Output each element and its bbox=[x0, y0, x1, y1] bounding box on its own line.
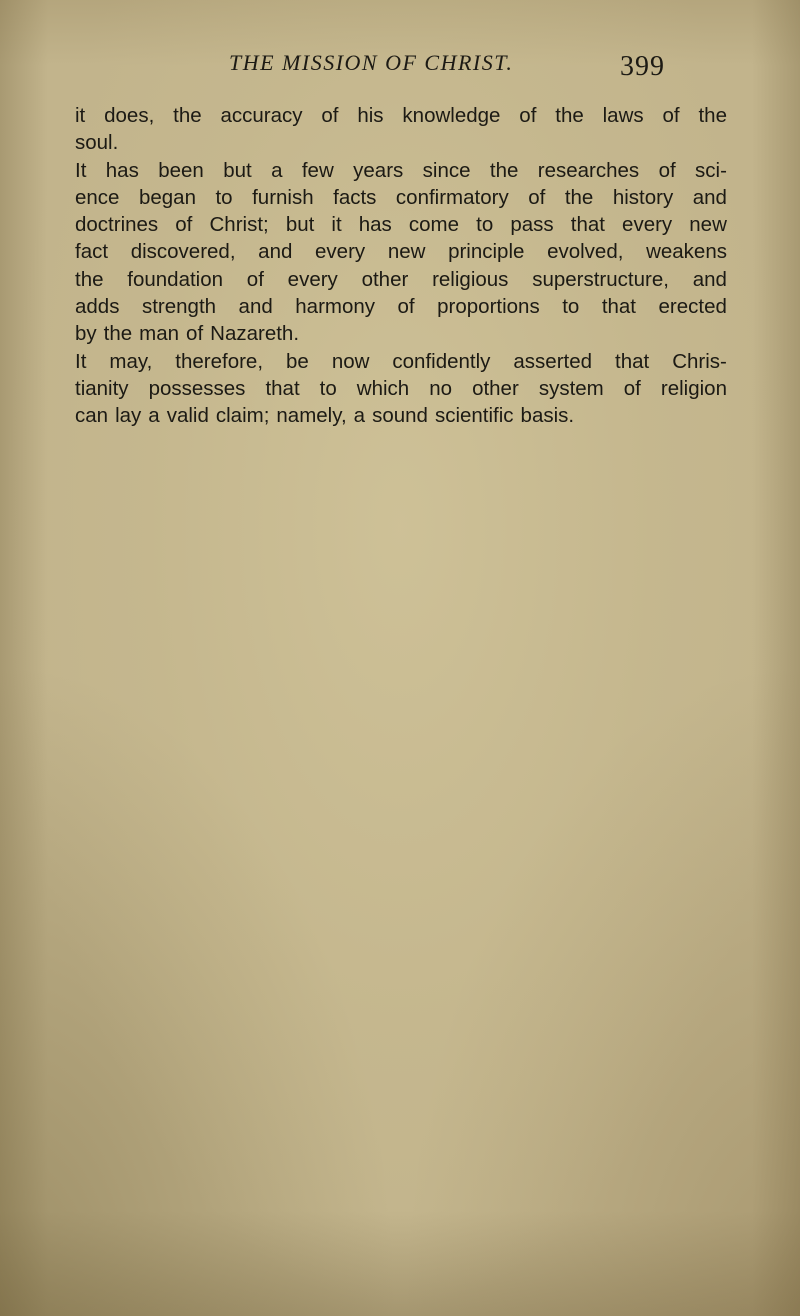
word: may, bbox=[109, 349, 153, 373]
word: scientific bbox=[434, 404, 514, 428]
word: possesses bbox=[148, 376, 246, 400]
word: the bbox=[489, 158, 519, 182]
text-line bbox=[75, 293, 727, 320]
word: that bbox=[265, 376, 300, 400]
word: which bbox=[356, 376, 410, 400]
word: by bbox=[75, 322, 97, 346]
word: adds bbox=[75, 295, 120, 319]
word: basis. bbox=[520, 404, 575, 428]
word: harmony bbox=[295, 295, 376, 319]
word: foundation bbox=[127, 267, 224, 291]
word: since bbox=[422, 158, 471, 182]
word: it bbox=[331, 213, 342, 237]
word: evolved, bbox=[547, 240, 624, 264]
word: few bbox=[301, 158, 334, 182]
text-line bbox=[75, 211, 727, 238]
word: confidently bbox=[392, 349, 491, 373]
word: other bbox=[472, 376, 519, 400]
text-line bbox=[75, 402, 727, 429]
word: Nazareth. bbox=[210, 322, 300, 346]
word: asserted bbox=[513, 349, 593, 373]
word: strength bbox=[141, 295, 217, 319]
word: weakens bbox=[646, 240, 727, 264]
text-line bbox=[75, 266, 727, 293]
word: history bbox=[612, 185, 674, 209]
word: a bbox=[271, 158, 283, 182]
word: confirmatory bbox=[395, 185, 509, 209]
word: of bbox=[321, 104, 339, 127]
word: religious bbox=[432, 267, 509, 291]
word: therefore, bbox=[175, 349, 264, 373]
word: accuracy bbox=[220, 104, 303, 127]
word: discovered, bbox=[130, 240, 236, 264]
word: valid bbox=[166, 404, 209, 428]
word: the bbox=[75, 267, 104, 291]
word: that bbox=[601, 295, 637, 319]
word: of bbox=[658, 158, 676, 182]
word: that bbox=[615, 349, 650, 373]
word: the bbox=[555, 104, 584, 127]
word: erected bbox=[658, 295, 727, 319]
word: and bbox=[238, 295, 273, 319]
word: come bbox=[408, 213, 460, 237]
word: furnish bbox=[252, 185, 314, 209]
word: sci- bbox=[695, 158, 727, 182]
word: does, bbox=[104, 104, 155, 127]
word: tianity bbox=[75, 376, 129, 400]
word: claim; bbox=[215, 404, 270, 428]
word: other bbox=[361, 267, 409, 291]
word: It bbox=[75, 349, 87, 373]
word: the bbox=[103, 322, 133, 346]
text-line bbox=[75, 102, 727, 129]
word: and bbox=[692, 267, 727, 291]
word: of bbox=[175, 213, 193, 237]
word: man bbox=[139, 322, 180, 346]
word: and bbox=[258, 240, 293, 264]
word: soul. bbox=[75, 131, 119, 155]
word: namely, bbox=[276, 404, 347, 428]
word: knowledge bbox=[402, 104, 501, 127]
word: religion bbox=[660, 376, 727, 400]
word: to bbox=[319, 376, 337, 400]
word: new bbox=[387, 240, 426, 264]
word: doctrines bbox=[75, 213, 159, 237]
body-text bbox=[75, 102, 727, 430]
word: his bbox=[357, 104, 384, 127]
word: a bbox=[148, 404, 160, 428]
word: ence bbox=[75, 185, 120, 209]
word: a bbox=[353, 404, 366, 428]
running-head bbox=[0, 50, 800, 90]
text-line bbox=[75, 129, 727, 156]
word: but bbox=[285, 213, 315, 237]
word: every bbox=[287, 267, 338, 291]
word: the bbox=[173, 104, 202, 127]
text-line bbox=[75, 157, 727, 184]
word: has bbox=[358, 213, 392, 237]
word: sound bbox=[372, 404, 428, 428]
word: it bbox=[75, 104, 86, 127]
word: now bbox=[331, 349, 370, 373]
running-title: THE MISSION OF CHRIST. bbox=[229, 50, 514, 75]
text-line bbox=[75, 375, 727, 402]
word: of bbox=[519, 104, 537, 127]
word: proportions bbox=[437, 295, 540, 319]
word: no bbox=[429, 376, 453, 400]
page-number: 399 bbox=[620, 51, 665, 82]
word: of bbox=[246, 267, 264, 291]
word: lay bbox=[115, 404, 142, 428]
word: of bbox=[528, 185, 546, 209]
word: fact bbox=[75, 240, 109, 264]
word: to bbox=[215, 185, 233, 209]
text-line bbox=[75, 238, 727, 265]
word: been bbox=[158, 158, 204, 182]
word: every bbox=[622, 213, 673, 237]
word: Christ; bbox=[209, 213, 269, 237]
text-line bbox=[75, 348, 727, 375]
word: new bbox=[689, 213, 727, 237]
text-line bbox=[75, 184, 727, 211]
word: but bbox=[223, 158, 252, 182]
word: laws bbox=[602, 104, 644, 127]
word: Chris- bbox=[672, 349, 727, 373]
word: can bbox=[75, 404, 109, 428]
word: has bbox=[105, 158, 139, 182]
word: principle bbox=[448, 240, 525, 264]
text-line bbox=[75, 320, 727, 347]
word: of bbox=[397, 295, 415, 319]
word: facts bbox=[333, 185, 377, 209]
word: to bbox=[562, 295, 580, 319]
word: pass bbox=[510, 213, 554, 237]
word: of bbox=[662, 104, 680, 127]
word: system bbox=[538, 376, 604, 400]
word: and bbox=[692, 185, 727, 209]
word: superstructure, bbox=[532, 267, 669, 291]
word: to bbox=[476, 213, 494, 237]
word: of bbox=[623, 376, 641, 400]
word: It bbox=[75, 158, 87, 182]
word: of bbox=[186, 322, 204, 346]
word: that bbox=[570, 213, 605, 237]
word: the bbox=[698, 104, 727, 127]
word: years bbox=[353, 158, 404, 182]
word: began bbox=[138, 185, 196, 209]
word: researches bbox=[537, 158, 640, 182]
word: be bbox=[286, 349, 309, 373]
word: every bbox=[315, 240, 366, 264]
word: the bbox=[564, 185, 594, 209]
